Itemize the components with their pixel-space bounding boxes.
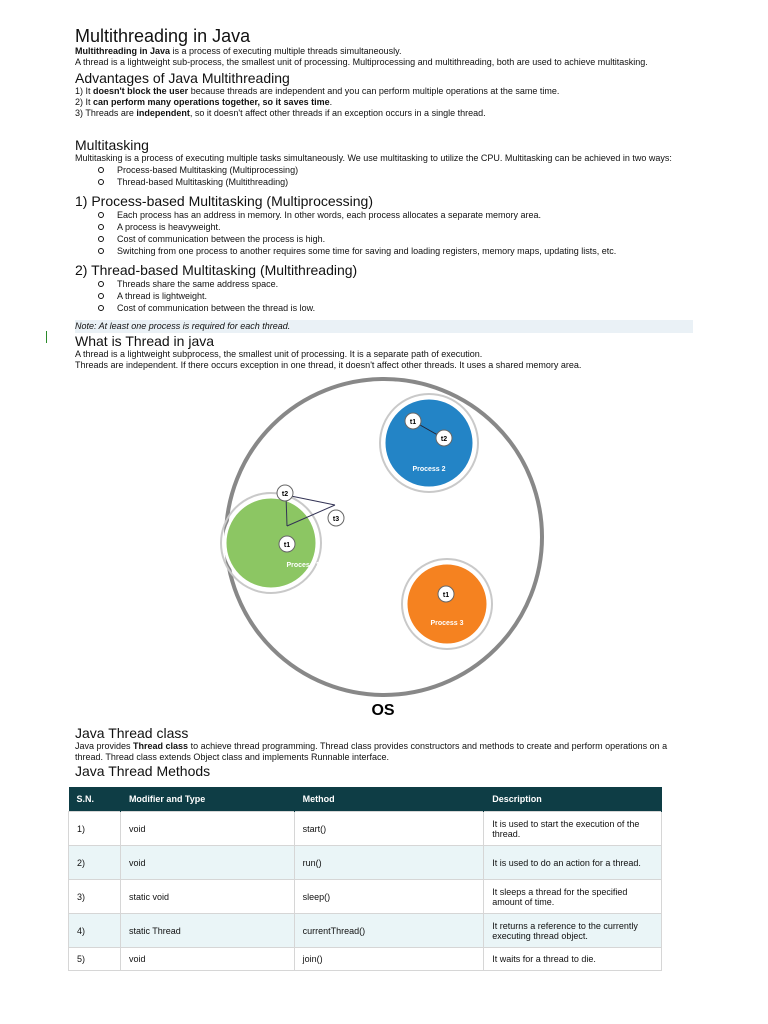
thread-based-heading: 2) Thread-based Multitasking (Multithreading) <box>75 262 358 278</box>
table-row <box>69 812 662 846</box>
intro-bold: Multithreading in Java <box>75 46 171 56</box>
list-item: Switching from one process to another requires some time for saving and loading registers, memory maps, updating lists, etc. <box>97 245 695 257</box>
process-3-group <box>402 559 492 649</box>
note-callout: Note: At least one process is required for each thread. <box>75 320 693 333</box>
cell-type: static void <box>120 880 294 914</box>
os-process-diagram <box>75 371 695 723</box>
multitasking-text: Multitasking is a process of executing multiple tasks simultaneously. We use multitasking to utilize the CPU. Multitasking can be achieved in two ways: <box>75 153 672 163</box>
list-item: Thread-based Multitasking (Multithreading) <box>97 176 695 188</box>
advantage-2: 2) It can perform many operations together, so it saves time. <box>75 97 333 107</box>
process-3-circle <box>406 563 488 645</box>
process-2-label: Process 2 <box>412 466 446 473</box>
column-header: Modifier and Type <box>120 787 294 812</box>
multitasking-heading: Multitasking <box>75 137 149 153</box>
cell-sn: 1) <box>69 812 121 846</box>
process-based-heading: 1) Process-based Multitasking (Multiprocessing) <box>75 193 373 209</box>
column-header: Description <box>484 787 662 812</box>
page-title: Multithreading in Java <box>75 26 251 46</box>
list-item: A process is heavyweight. <box>97 221 695 233</box>
thread-methods-table <box>68 787 662 971</box>
process-1-circle <box>225 497 320 589</box>
thread-label: t1 <box>442 592 450 599</box>
process-3-label: Process 3 <box>430 620 464 627</box>
cell-method: start() <box>294 812 484 846</box>
thread-methods-heading: Java Thread Methods <box>75 763 211 779</box>
table-row <box>69 846 662 880</box>
intro-text: is a process of executing multiple threads simultaneously. <box>170 46 402 56</box>
cell-type: void <box>120 846 294 880</box>
cell-desc: It is used to do an action for a thread. <box>484 846 662 880</box>
cell-type: void <box>120 812 294 846</box>
os-label: OS <box>371 702 395 719</box>
process-2-group <box>380 394 478 492</box>
cell-method: currentThread() <box>294 914 484 948</box>
list-item: Each process has an address in memory. In other words, each process allocates a separate memory area. <box>97 209 695 221</box>
cell-desc: It waits for a thread to die. <box>484 948 662 971</box>
list-item: A thread is lightweight. <box>97 290 695 302</box>
list-item: Process-based Multitasking (Multiprocessing) <box>97 164 695 176</box>
cell-type: void <box>120 948 294 971</box>
cell-sn: 4) <box>69 914 121 948</box>
what-is-thread-line-1: A thread is a lightweight subprocess, the smallest unit of processing. It is a separate path of execution. <box>75 349 483 359</box>
multitasking-list <box>75 164 695 188</box>
cell-desc: It is used to start the execution of the thread. <box>484 812 662 846</box>
cell-desc: It returns a reference to the currently executing thread object. <box>484 914 662 948</box>
thread-class-heading: Java Thread class <box>75 725 189 741</box>
process-1-label: Process 1 <box>286 562 320 569</box>
column-header: Method <box>294 787 484 812</box>
advantages-heading: Advantages of Java Multithreading <box>75 70 290 86</box>
thread-based-list <box>75 278 695 314</box>
table-row <box>69 914 662 948</box>
what-is-thread-line-2: Threads are independent. If there occurs exception in one thread, it doesn't affect other threads. It uses a shared memory area. <box>75 360 582 370</box>
cell-sn: 5) <box>69 948 121 971</box>
list-item: Cost of communication between the process is high. <box>97 233 695 245</box>
column-header: S.N. <box>69 787 121 812</box>
intro-line-1 <box>75 46 695 57</box>
table-row <box>69 880 662 914</box>
cell-desc: It sleeps a thread for the specified amount of time. <box>484 880 662 914</box>
text-cursor <box>46 331 47 343</box>
advantage-1: 1) It doesn't block the user because threads are independent and you can perform multiple operations at the same time. <box>75 86 560 96</box>
thread-label: t1 <box>409 419 417 426</box>
advantage-3: 3) Threads are independent, so it doesn't affect other threads if an exception occurs in a single thread. <box>75 108 486 118</box>
process-2-circle <box>384 398 474 488</box>
cell-type: static Thread <box>120 914 294 948</box>
thread-class-text: Java provides Thread class to achieve thread programming. Thread class provides constructors and methods to create and perform operations on a thread. Thread class extends Object class and implements Runnable interface. <box>75 741 668 762</box>
cell-method: sleep() <box>294 880 484 914</box>
cell-method: join() <box>294 948 484 971</box>
thread-label: t1 <box>283 542 291 549</box>
cell-sn: 3) <box>69 880 121 914</box>
process-based-list <box>75 209 695 257</box>
what-is-thread-heading: What is Thread in java <box>75 333 215 349</box>
document-page <box>75 26 695 779</box>
thread-label: t3 <box>332 516 340 523</box>
table-row <box>69 948 662 971</box>
list-item: Cost of communication between the thread is low. <box>97 302 695 314</box>
thread-label: t2 <box>440 436 448 443</box>
diagram-svg <box>75 371 695 723</box>
table-header-row <box>69 787 662 812</box>
intro-line-2: A thread is a lightweight sub-process, the smallest unit of processing. Multiprocessing and multithreading, both are used to achieve multitasking. <box>75 57 648 67</box>
cell-method: run() <box>294 846 484 880</box>
cell-sn: 2) <box>69 846 121 880</box>
list-item: Threads share the same address space. <box>97 278 695 290</box>
thread-label: t2 <box>281 491 289 498</box>
